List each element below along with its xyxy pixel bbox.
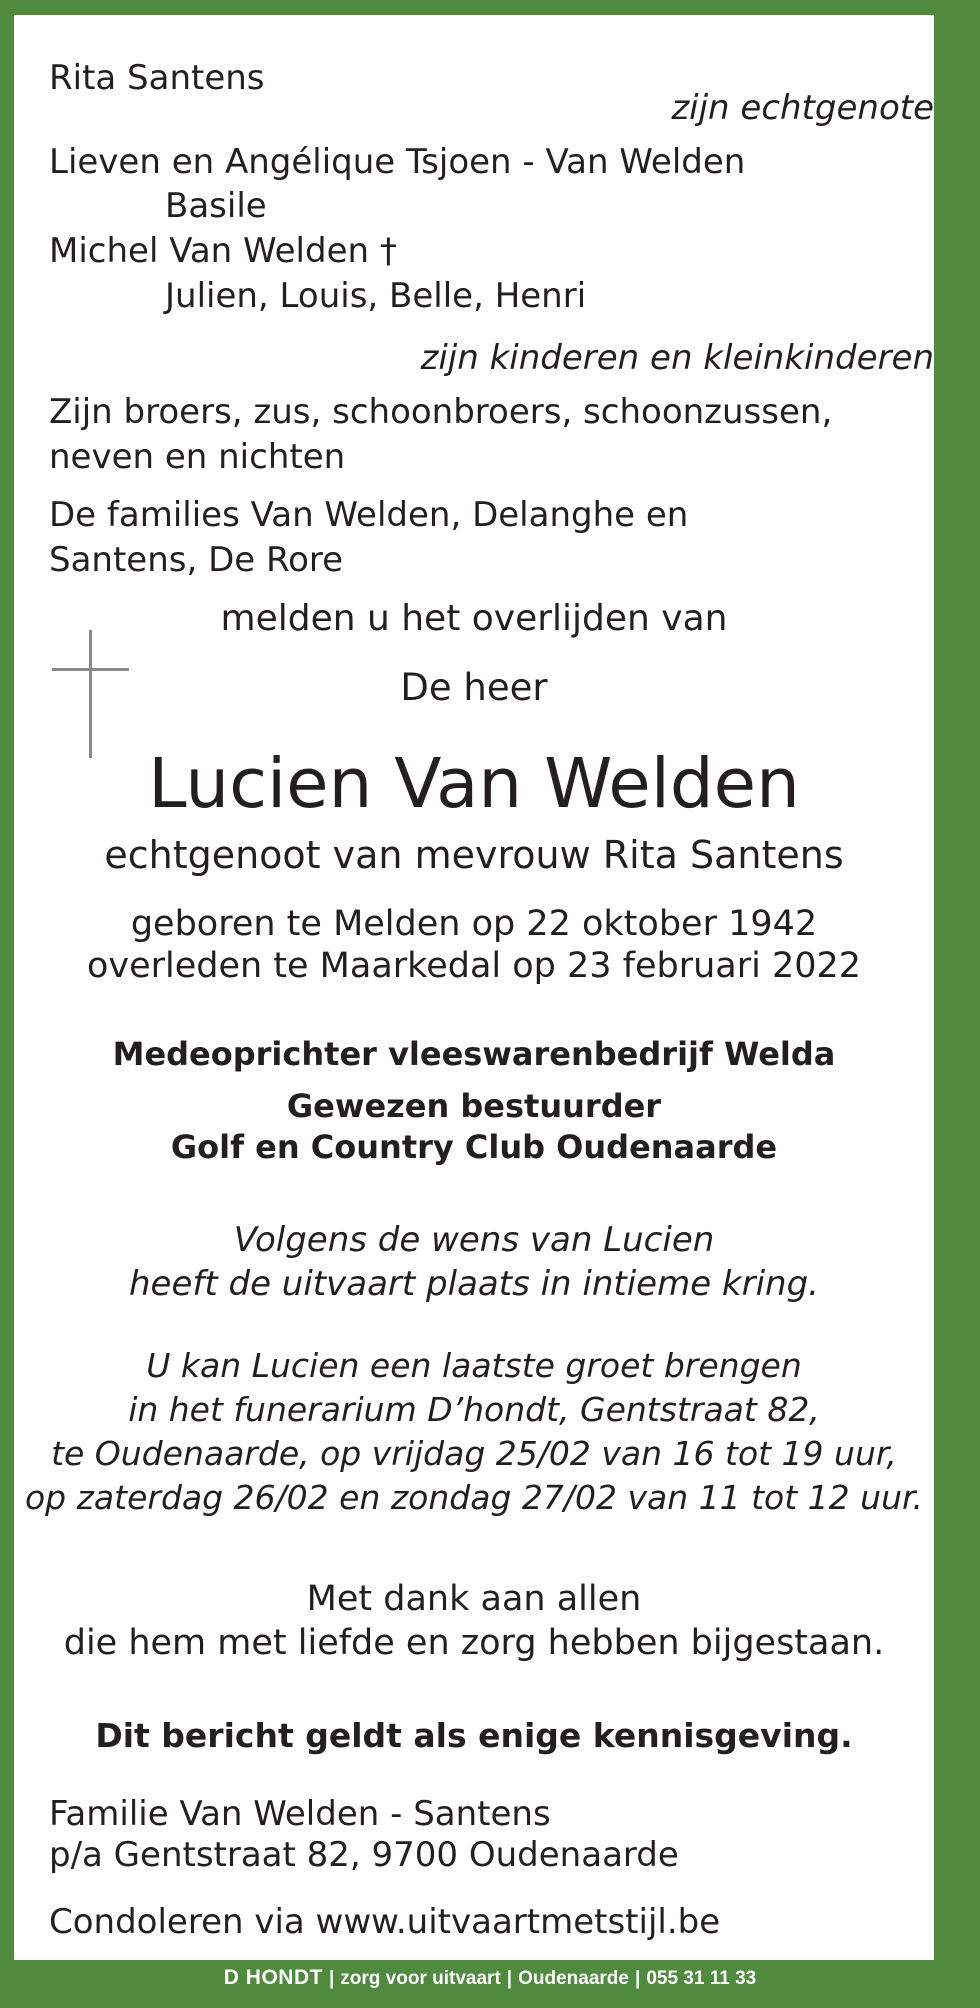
grandchild-line-2: Julien, Louis, Belle, Henri xyxy=(165,276,587,316)
condolences-link[interactable]: Condoleren via www.uitvaartmetstijl.be xyxy=(49,1902,721,1942)
visit-line-2: in het funerarium D’hondt, Gentstraat 82, xyxy=(128,1390,820,1429)
birth-line: geboren te Melden op 22 oktober 1942 xyxy=(130,904,818,944)
grandchild-line-1: Basile xyxy=(165,186,267,226)
role-line-3: Golf en Country Club Oudenaarde xyxy=(170,1128,778,1166)
funeral-home-phone[interactable]: 055 31 11 33 xyxy=(646,1968,757,1989)
siblings-line-2: neven en nichten xyxy=(49,437,346,477)
role-line-2: Gewezen bestuurder xyxy=(286,1087,662,1125)
family-address-1: Familie Van Welden - Santens xyxy=(49,1794,551,1834)
wish-line-2: heeft de uitvaart plaats in intieme kring. xyxy=(129,1264,819,1304)
funeral-home-footer: D HONDT | zorg voor uitvaart | Oudenaarde | 055 31 11 33 xyxy=(223,1966,757,1989)
visit-line-1: U kan Lucien een laatste groet brengen xyxy=(146,1346,802,1385)
funeral-home-tagline: zorg voor uitvaart xyxy=(340,1968,501,1989)
sole-notice: Dit bericht geldt als enige kennisgeving. xyxy=(95,1716,853,1755)
honorific: De heer xyxy=(400,666,548,709)
death-line: overleden te Maarkedal op 23 februari 2022 xyxy=(86,946,862,986)
family-address-2: p/a Gentstraat 82, 9700 Oudenaarde xyxy=(49,1835,679,1875)
thanks-line-1: Met dank aan allen xyxy=(306,1579,642,1619)
child-line-2: Michel Van Welden † xyxy=(49,231,397,271)
families-line-1: De families Van Welden, Delanghe en xyxy=(49,495,689,535)
visit-line-3: te Oudenaarde, op vrijdag 25/02 van 16 tot 19 uur, xyxy=(51,1434,897,1473)
visit-line-4: op zaterdag 26/02 en zondag 27/02 van 11 tot 12 uur. xyxy=(24,1478,924,1517)
funeral-home-brand: D HONDT xyxy=(223,1966,323,1989)
deceased-name: Lucien Van Welden xyxy=(148,744,800,824)
children-role: zijn kinderen en kleinkinderen xyxy=(420,338,934,378)
announcement: melden u het overlijden van xyxy=(220,598,728,639)
siblings-line-1: Zijn broers, zus, schoonbroers, schoonzussen, xyxy=(49,392,833,432)
funeral-home-city: Oudenaarde xyxy=(518,1968,629,1989)
thanks-line-2: die hem met liefde en zorg hebben bijgestaan. xyxy=(63,1623,885,1663)
spouse-role: zijn echtgenote xyxy=(671,88,934,128)
families-line-2: Santens, De Rore xyxy=(49,540,344,580)
spouse-of: echtgenoot van mevrouw Rita Santens xyxy=(104,833,844,877)
death-notice xyxy=(14,15,934,1960)
spouse-name: Rita Santens xyxy=(49,58,265,98)
child-line-1: Lieven en Angélique Tsjoen - Van Welden xyxy=(49,142,746,182)
role-line-1: Medeoprichter vleeswarenbedrijf Welda xyxy=(112,1035,836,1073)
wish-line-1: Volgens de wens van Lucien xyxy=(233,1220,715,1260)
